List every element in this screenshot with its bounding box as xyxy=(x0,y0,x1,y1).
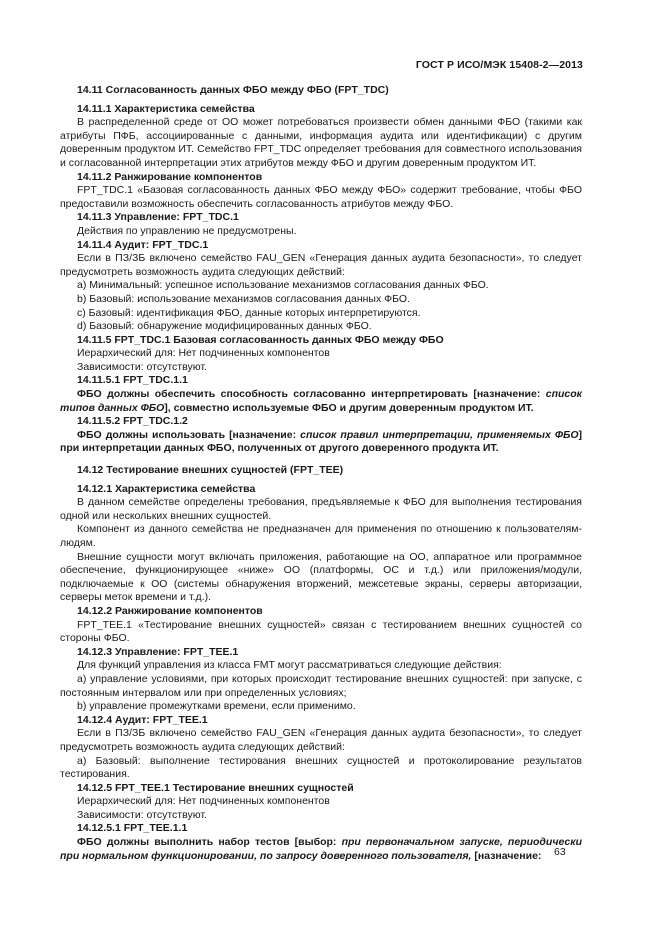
list-item: b) управление промежутками времени, если применимо. xyxy=(77,700,356,713)
requirement-text xyxy=(60,429,582,456)
requirement-selection: при первоначальном запуске, периодически при нормальном функционировании, по запросу доверенного пользователя, xyxy=(60,836,582,862)
requirement-part: ] при интерпретации данных ФБО, полученных от другого доверенного продукта ИТ. xyxy=(60,428,582,455)
requirement-part: ФБО должны обеспечить способность согласованно интерпретировать [назначение: xyxy=(77,388,546,401)
element-heading: 14.12.5.1 FPT_TEE.1.1 xyxy=(77,822,188,835)
requirement-text xyxy=(60,388,582,415)
list-item: a) Минимальный: успешное использование механизмов согласования данных ФБО. xyxy=(77,279,489,292)
subsection-heading: 14.11.4 Аудит: FPT_TDC.1 xyxy=(77,238,209,251)
paragraph: В данном семействе определены требования, предъявляемые к ФБО для выполнения тестирования одной или нескольких внешних сущностей. xyxy=(60,496,582,522)
paragraph: Компонент из данного семейства не предназначен для применения по отношению к пользователям-людям. xyxy=(60,523,582,549)
requirement-part: [назначение: xyxy=(471,849,542,862)
dependencies-line: Зависимости: отсутствуют. xyxy=(77,808,207,821)
document-body xyxy=(60,84,582,863)
hierarchy-line: Иерархический для: Нет подчиненных компонентов xyxy=(77,795,330,808)
requirement-assignment: список правил интерпретации, применяемых ФБО xyxy=(300,428,579,441)
subsection-heading: 14.11.5 FPT_TDC.1 Базовая согласованность данных ФБО между ФБО xyxy=(77,333,444,346)
list-item: a) управление условиями, при которых происходит тестирование внешних сущностей: при запуске, с постоянным интервалом или при определенных условиях; xyxy=(60,672,582,699)
requirement-text xyxy=(60,836,582,863)
list-item: d) Базовый: обнаружение модифицированных данных ФБО. xyxy=(77,320,372,333)
paragraph: В распределенной среде от ОО может потребоваться произвести обмен данными ФБО (такими как атрибуты ПФБ, ассоциированные с данными, информация аудита или идентификации) с другим доверенным продуктом ИТ. Семейство FPT_TDC определяет требования для совместного использования и согласованной интерпретации этих атрибутов между ФБО и другим доверенным продуктом ИТ. xyxy=(60,116,582,169)
section-heading-14-12: 14.12 Тестирование внешних сущностей (FPT_TEE) xyxy=(77,464,344,477)
subsection-heading: 14.11.1 Характеристика семейства xyxy=(77,102,255,115)
paragraph: Для функций управления из класса FMT могут рассматриваться следующие действия: xyxy=(77,659,502,672)
subsection-heading: 14.12.1 Характеристика семейства xyxy=(77,482,256,495)
requirement-assignment: список типов данных ФБО xyxy=(60,388,582,414)
subsection-heading: 14.12.3 Управление: FPT_TEE.1 xyxy=(77,645,239,658)
subsection-heading: 14.11.3 Управление: FPT_TDC.1 xyxy=(77,211,239,224)
paragraph: Если в ПЗ/ЗБ включено семейство FAU_GEN «Генерация данных аудита безопасности», то следует предусмотреть возможность аудита следующих действий: xyxy=(60,727,582,753)
list-item: b) Базовый: использование механизмов согласования данных ФБО. xyxy=(77,292,410,305)
element-heading: 14.11.5.1 FPT_TDC.1.1 xyxy=(77,374,188,387)
subsection-heading: 14.12.4 Аудит: FPT_TEE.1 xyxy=(77,713,208,726)
paragraph: Действия по управлению не предусмотрены. xyxy=(77,224,297,237)
element-heading: 14.11.5.2 FPT_TDC.1.2 xyxy=(77,415,188,428)
paragraph: FPT_TEE.1 «Тестирование внешних сущностей» связан с тестированием внешних сущностей со стороны ФБО. xyxy=(60,618,582,645)
page-number: 63 xyxy=(554,846,566,858)
section-heading-14-11: 14.11 Согласованность данных ФБО между ФБО (FPT_TDC) xyxy=(77,84,389,96)
list-item: c) Базовый: идентификация ФБО, данные которых интерпретируются. xyxy=(77,306,421,319)
requirement-part: ФБО должны использовать [назначение: xyxy=(77,428,301,441)
subsection-heading: 14.11.2 Ранжирование компонентов xyxy=(77,170,263,183)
dependencies-line: Зависимости: отсутствуют. xyxy=(77,360,207,373)
subsection-heading: 14.12.2 Ранжирование компонентов xyxy=(77,604,263,617)
paragraph: FPT_TDC.1 «Базовая согласованность данных ФБО между ФБО» содержит требование, чтобы ФБО предоставили возможность обеспечить согласованность атрибутов между ФБО. xyxy=(60,184,582,210)
requirement-part: ФБО должны выполнить набор тестов [выбор: xyxy=(77,836,342,849)
requirement-part: ], совместно используемые ФБО и другим доверенным продуктом ИТ. xyxy=(164,401,534,414)
paragraph: Внешние сущности могут включать приложения, работающие на ОО, аппаратное или программное обеспечение, функционирующее «ниже» ОО (платформы, ОС и т.д.) или приложения/модули, подключаемые к ОО (системы обнаружения вторжений, межсетевые экраны, серверы авторизации, серверы меток времени и т.д.). xyxy=(60,550,582,604)
page-header: ГОСТ Р ИСО/МЭК 15408-2—2013 xyxy=(415,59,583,71)
paragraph: Если в ПЗ/ЗБ включено семейство FAU_GEN «Генерация данных аудита безопасности», то следует предусмотреть возможность аудита следующих действий: xyxy=(60,252,582,278)
list-item: a) Базовый: выполнение тестирования внешних сущностей и протоколирование результатов тестирования. xyxy=(60,754,582,781)
hierarchy-line: Иерархический для: Нет подчиненных компонентов xyxy=(77,347,330,360)
subsection-heading: 14.12.5 FPT_TEE.1 Тестирование внешних сущностей xyxy=(77,781,354,794)
